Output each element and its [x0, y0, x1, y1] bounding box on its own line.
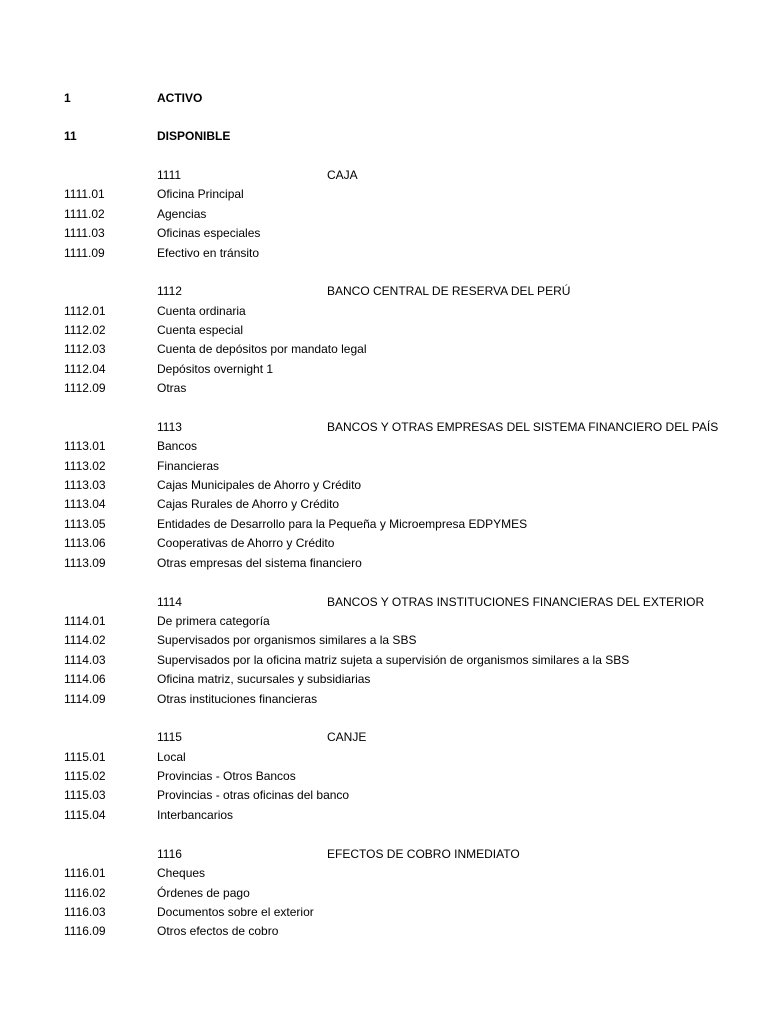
account-name: Cajas Municipales de Ahorro y Crédito [157, 478, 362, 492]
account-name: ACTIVO [157, 91, 203, 105]
account-code: 1112.02 [64, 323, 106, 337]
account-row [0, 437, 768, 456]
account-code: 1113.06 [64, 536, 106, 550]
account-row [0, 631, 768, 650]
account-row [0, 185, 768, 204]
group-title: BANCOS Y OTRAS EMPRESAS DEL SISTEMA FINANCIERO DEL PAÍS [327, 420, 719, 434]
account-row [0, 767, 768, 786]
account-row [0, 690, 768, 709]
account-code: 1111.02 [64, 207, 105, 221]
account-code: 1114.03 [64, 653, 106, 667]
account-name: Provincias - otras oficinas del banco [157, 788, 350, 802]
account-code: 1114.01 [64, 614, 106, 628]
account-row [0, 224, 768, 243]
account-code: 1112.09 [64, 381, 106, 395]
account-name: Cuenta especial [157, 323, 244, 337]
account-name: Cheques [157, 866, 206, 880]
account-row [0, 379, 768, 398]
account-group-row [0, 845, 768, 864]
account-code: 1111.03 [64, 226, 105, 240]
account-row [0, 864, 768, 883]
account-row [0, 884, 768, 903]
account-row [0, 651, 768, 670]
account-name: Oficina matriz, sucursales y subsidiarias [157, 672, 371, 686]
account-code: 1114.06 [64, 672, 106, 686]
account-row [0, 515, 768, 534]
account-code: 1113.01 [64, 439, 106, 453]
account-row [0, 321, 768, 340]
account-code: 1116.09 [64, 924, 106, 938]
account-name: DISPONIBLE [157, 129, 231, 143]
account-code: 1113.02 [64, 459, 106, 473]
account-group-row [0, 282, 768, 301]
group-code: 1111 [157, 168, 182, 182]
group-code: 1113 [157, 420, 182, 434]
group-title: BANCOS Y OTRAS INSTITUCIONES FINANCIERAS DEL EXTERIOR [327, 595, 705, 609]
account-name: Órdenes de pago [157, 886, 250, 900]
account-row [0, 360, 768, 379]
account-row [0, 786, 768, 805]
account-name: Otras [157, 381, 187, 395]
account-code: 1116.03 [64, 905, 106, 919]
account-row [0, 457, 768, 476]
account-name: Efectivo en tránsito [157, 246, 260, 260]
account-name: Cooperativas de Ahorro y Crédito [157, 536, 335, 550]
account-row [0, 495, 768, 514]
account-row [0, 476, 768, 495]
group-title: CAJA [327, 168, 358, 182]
account-code: 1111.09 [64, 246, 105, 260]
account-code: 1115.01 [64, 750, 106, 764]
account-row [0, 205, 768, 224]
account-name: Agencias [157, 207, 207, 221]
account-name: Oficinas especiales [157, 226, 261, 240]
account-name: Depósitos overnight 1 [157, 362, 274, 376]
account-code: 1113.03 [64, 478, 106, 492]
account-row [0, 670, 768, 689]
account-code: 1113.09 [64, 556, 106, 570]
account-row [0, 244, 768, 263]
account-heading-row [0, 127, 768, 146]
account-code: 1113.05 [64, 517, 106, 531]
account-name: De primera categoría [157, 614, 270, 628]
group-title: BANCO CENTRAL DE RESERVA DEL PERÚ [327, 284, 571, 298]
account-code: 1111.01 [64, 187, 105, 201]
account-code: 1 [64, 91, 71, 105]
account-row [0, 806, 768, 825]
account-row [0, 302, 768, 321]
account-code: 1115.03 [64, 788, 106, 802]
account-row [0, 340, 768, 359]
account-name: Cajas Rurales de Ahorro y Crédito [157, 497, 340, 511]
group-code: 1114 [157, 595, 182, 609]
account-name: Provincias - Otros Bancos [157, 769, 296, 783]
account-code: 1116.01 [64, 866, 106, 880]
group-code: 1112 [157, 284, 182, 298]
account-group-row [0, 593, 768, 612]
account-name: Entidades de Desarrollo para la Pequeña y Microempresa EDPYMES [157, 517, 528, 531]
account-name: Local [157, 750, 186, 764]
account-code: 1116.02 [64, 886, 106, 900]
account-name: Bancos [157, 439, 198, 453]
account-name: Interbancarios [157, 808, 234, 822]
account-group-row [0, 728, 768, 747]
account-name: Supervisados por la oficina matriz sujeta a supervisión de organismos similares a la SBS [157, 653, 630, 667]
account-code: 1115.02 [64, 769, 106, 783]
group-code: 1115 [157, 730, 182, 744]
account-row [0, 534, 768, 553]
account-code: 1112.01 [64, 304, 106, 318]
account-row [0, 922, 768, 941]
account-row [0, 554, 768, 573]
account-row [0, 903, 768, 922]
group-title: EFECTOS DE COBRO INMEDIATO [327, 847, 520, 861]
account-name: Otras instituciones financieras [157, 692, 318, 706]
account-group-row [0, 418, 768, 437]
account-code: 11 [64, 129, 77, 143]
account-name: Documentos sobre el exterior [157, 905, 314, 919]
account-code: 1114.09 [64, 692, 106, 706]
account-name: Otros efectos de cobro [157, 924, 279, 938]
account-code: 1112.04 [64, 362, 106, 376]
account-group-row [0, 166, 768, 185]
account-code: 1113.04 [64, 497, 106, 511]
account-name: Financieras [157, 459, 220, 473]
group-code: 1116 [157, 847, 182, 861]
account-name: Cuenta de depósitos por mandato legal [157, 342, 367, 356]
account-name: Otras empresas del sistema financiero [157, 556, 362, 570]
account-code: 1114.02 [64, 633, 106, 647]
account-name: Cuenta ordinaria [157, 304, 246, 318]
group-title: CANJE [327, 730, 367, 744]
account-heading-row [0, 89, 768, 108]
account-code: 1115.04 [64, 808, 106, 822]
account-row [0, 748, 768, 767]
account-row [0, 612, 768, 631]
account-code: 1112.03 [64, 342, 106, 356]
account-name: Oficina Principal [157, 187, 244, 201]
account-name: Supervisados por organismos similares a la SBS [157, 633, 417, 647]
